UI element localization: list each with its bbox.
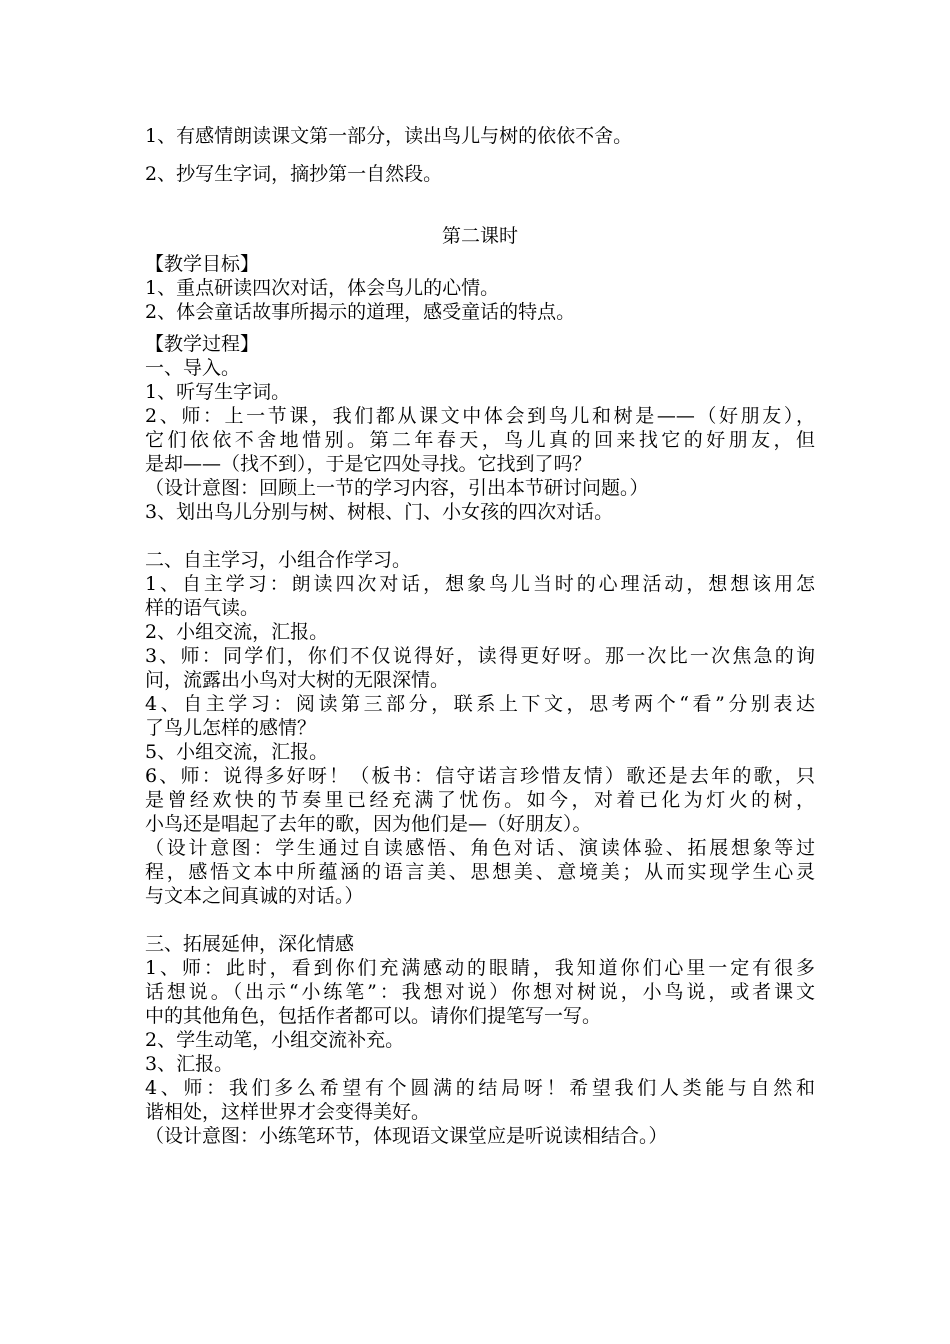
paragraph-line: 4、自主学习：阅读第三部分，联系上下文，思考两个“看”分别表达 — [145, 693, 815, 715]
design-intent-2: （设计意图：学生通过自读感悟、角色对话、演读体验、拓展想象等过 — [145, 837, 815, 859]
design-intent-1: （设计意图：回顾上一节的学习内容，引出本节研讨问题。） — [145, 477, 649, 499]
paragraph-line: 1、师：此时，看到你们充满感动的眼睛，我知道你们心里一定有很多 — [145, 957, 815, 979]
paragraph-line: 话想说。（出示“小练笔”：我想对说）你想对树说，小鸟说，或者课文 — [145, 981, 815, 1003]
paragraph-line: 是曾经欢快的节奏里已经充满了忧伤。如今，对着已化为灯火的树， — [145, 789, 815, 811]
paragraph-line: 中的其他角色，包括作者都可以。请你们提笔写一写。 — [145, 1005, 602, 1027]
goal-item-1: 1、重点研读四次对话，体会鸟儿的心情。 — [145, 277, 500, 299]
paragraph-line: 4、师：我们多么希望有个圆满的结局呀！希望我们人类能与自然和 — [145, 1077, 815, 1099]
goal-item-2: 2、体会童话故事所揭示的道理，感受童话的特点。 — [145, 301, 576, 323]
design-intent-2: 程，感悟文本中所蕴涵的语言美、思想美、意境美；从而实现学生心灵 — [145, 861, 815, 883]
design-intent-2: 与文本之间真诚的对话。） — [145, 885, 364, 907]
paragraph-line: 是却——（找不到），于是它四处寻找。它找到了吗？ — [145, 453, 592, 475]
paragraph-line: 3、师：同学们，你们不仅说得好，读得更好呀。那一次比一次焦急的询 — [145, 645, 815, 667]
paragraph-line: 2、学生动笔，小组交流补充。 — [145, 1029, 405, 1051]
lesson-body — [145, 252, 815, 1148]
paragraph-line: 6、师：说得多好呀！（板书：信守诺言珍惜友情）歌还是去年的歌，只 — [145, 765, 815, 787]
process-heading: 【教学过程】 — [145, 333, 260, 355]
design-intent-3: （设计意图：小练笔环节，体现语文课堂应是听说读相结合。） — [145, 1125, 668, 1147]
section-1-heading: 一、导入。 — [145, 357, 241, 379]
section-3-heading: 三、拓展延伸，深化情感 — [145, 933, 355, 955]
section-2-heading: 二、自主学习，小组合作学习。 — [145, 549, 412, 571]
section-1-line: 1、听写生字词。 — [145, 381, 291, 403]
homework-item-1: 1、有感情朗读课文第一部分，读出鸟儿与树的依依不舍。 — [145, 125, 633, 147]
section-1-paragraph — [145, 404, 815, 476]
paragraph-line: 5、小组交流，汇报。 — [145, 741, 329, 763]
goals-heading: 【教学目标】 — [145, 253, 260, 275]
paragraph-line: 3、汇报。 — [145, 1053, 234, 1075]
paragraph-line: 谐相处，这样世界才会变得美好。 — [145, 1101, 431, 1123]
paragraph-line: 2、小组交流，汇报。 — [145, 621, 329, 643]
lesson-title: 第二课时 — [441, 225, 518, 247]
paragraph-line: 2、师：上一节课，我们都从课文中体会到鸟儿和树是——（好朋友）， — [145, 405, 815, 427]
paragraph-line: 样的语气读。 — [145, 597, 260, 619]
homework-item-2: 2、抄写生字词，摘抄第一自然段。 — [145, 163, 443, 185]
section-1-line: 3、划出鸟儿分别与树、树根、门、小女孩的四次对话。 — [145, 501, 614, 523]
paragraph-line: 问，流露出小鸟对大树的无限深情。 — [145, 669, 450, 691]
paragraph-line: 了鸟儿怎样的感情？ — [145, 717, 317, 739]
paragraph-line: 小鸟还是唱起了去年的歌，因为他们是—（好朋友）。 — [145, 813, 592, 835]
paragraph-line: 1、自主学习：朗读四次对话，想象鸟儿当时的心理活动，想想该用怎 — [145, 573, 815, 595]
paragraph-line: 它们依依不舍地惜别。第二年春天，鸟儿真的回来找它的好朋友，但 — [145, 429, 815, 451]
